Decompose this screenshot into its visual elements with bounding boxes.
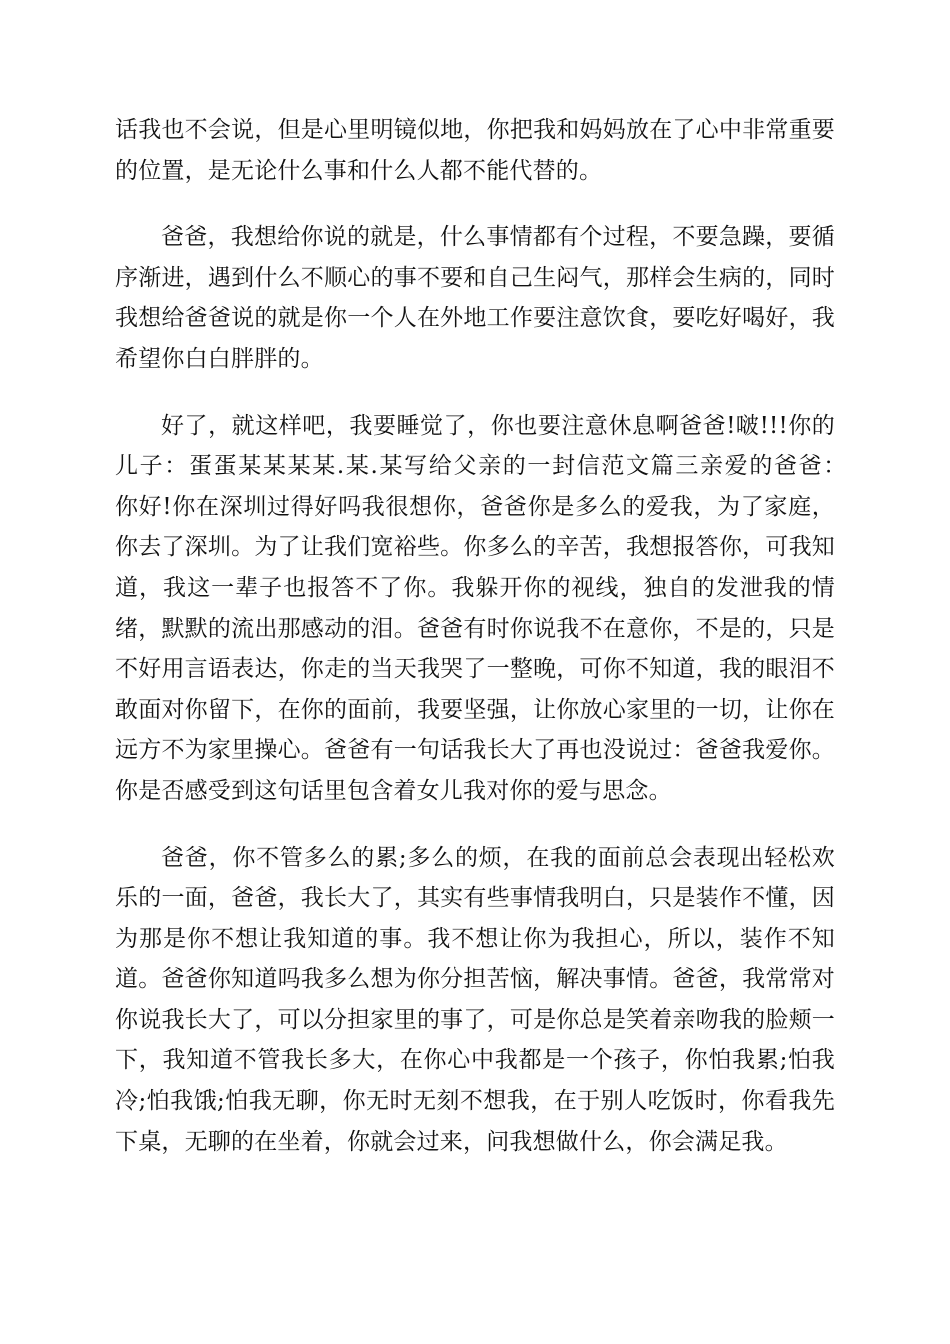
- paragraph-2: 爸爸，我想给你说的就是，什么事情都有个过程，不要急躁，要循序渐进，遇到什么不顺心的事不要和自己生闷气，那样会生病的，同时我想给爸爸说的就是你一个人在外地工作要注意饮食，要吃好喝好，我希望你白白胖胖的。: [115, 224, 835, 372]
- paragraph-4: 爸爸，你不管多么的累;多么的烦，在我的面前总会表现出轻松欢乐的一面，爸爸，我长大了，其实有些事情我明白，只是装作不懂，因为那是你不想让我知道的事。我不想让你为我担心，所以，装作不知道。爸爸你知道吗我多么想为你分担苦恼，解决事情。爸爸，我常常对你说我长大了，可以分担家里的事了，可是你总是笑着亲吻我的脸颊一下，我知道不管我长多大，在你心中我都是一个孩子，你怕我累;怕我冷;怕我饿;怕我无聊，你无时无刻不想我，在于别人吃饭时，你看我先下桌，无聊的在坐着，你就会过来，问我想做什么，你会满足我。: [115, 844, 835, 1155]
- paragraph-spacer: [115, 380, 835, 406]
- paragraph-spacer: [115, 191, 835, 217]
- paragraph-spacer: [115, 812, 835, 838]
- letter-body: [115, 110, 882, 1162]
- paragraph-3: 好了，就这样吧，我要睡觉了，你也要注意休息啊爸爸!啵!!!你的儿子：蛋蛋某某某某.某.某写给父亲的一封信范文篇三亲爱的爸爸： 你好!你在深圳过得好吗我很想你，爸爸你是多么的爱我，为了家庭，你去了深圳。为了让我们宽裕些。你多么的辛苦，我想报答你，可我知道，我这一辈子也报答不了你。我躲开你的视线，独自的发泄我的情绪，默默的流出那感动的泪。爸爸有时你说我不在意你，不是的，只是不好用言语表达，你走的当天我哭了一整晚，可你不知道，我的眼泪不敢面对你留下，在你的面前，我要坚强，让你放心家里的一切，让你在远方不为家里操心。爸爸有一句话我长大了再也没说过：爸爸我爱你。你是否感受到这句话里包含着女儿我对你的爱与思念。: [115, 412, 882, 804]
- paragraph-1: 话我也不会说，但是心里明镜似地，你把我和妈妈放在了心中非常重要的位置，是无论什么事和什么人都不能代替的。: [115, 117, 835, 184]
